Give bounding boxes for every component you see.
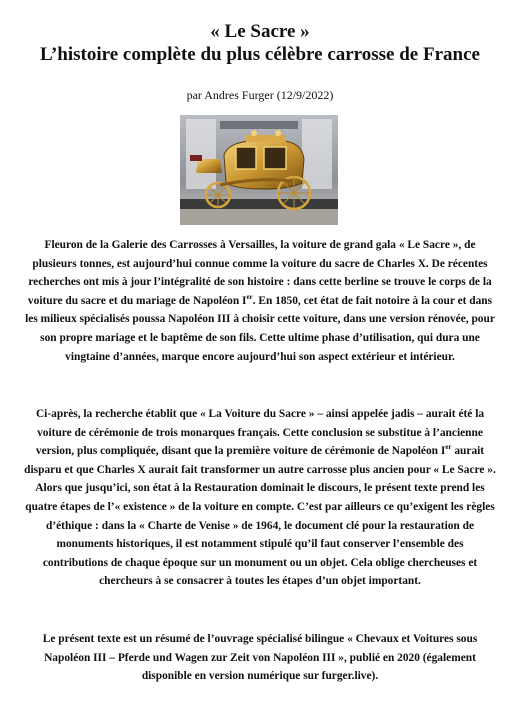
superscript-er: er (246, 292, 253, 301)
superscript-er: er (445, 443, 452, 452)
paragraph-intro-text-a: Fleuron de la Galerie des Carrosses à Versailles, la voiture de grand gala « Le Sacre », de plusieurs tonnes, est aujourd’hui connue comme la voiture du sacre de Charles X. De récentes recherches ont mis à jour l’intégralité de son histoire : dans cette berline se trouve le corps de la voiture du sacre et du mariage de Napoléon I (27, 239, 492, 307)
author-byline: par Andres Furger (12/9/2022) (186, 88, 334, 102)
paragraph-research-text-a: Ci-après, la recherche établit que « La Voiture du Sacre » – ainsi appelée jadis – aurait été la voiture de cérémonie de trois monarques français. Cette conclusion se substitue à l’ancienne version, plus compliquée, disant que la première voiture de cérémonie de Napoléon I (35, 408, 485, 458)
paragraph-research-text-b: aurait disparu et que Charles X aurait fait transformer un autre carrosse plus ancien pour « Le Sacre ». Alors que jusqu’ici, son état à la Restauration dominait le discours, le présent texte prend les quatre étapes de l’« existence » de la voiture en compte. C’est par ailleurs ce qu’exigent les règles d’éthique : dans la « Charte de Venise » de 1964, le document clé pour la restauration de monuments historiques, il est notamment stipulé qu’il faut conserver l’ensemble des contributions de chaque époque sur un monument ou un objet. Cela oblige chercheuses et chercheurs à se consacrer à toutes les étapes d’un objet important. (24, 445, 496, 588)
carriage-photo (180, 115, 338, 225)
title-line-2: L’histoire complète du plus célèbre carrosse de France (40, 44, 480, 65)
carriage-illustration (180, 115, 338, 225)
paragraph-intro-text-b: . En 1850, cet état de fait notoire à la cour et dans les milieux spécialisés poussa Napoléon III à choisir cette voiture, dans une version rénovée, pour son propre mariage et le baptême de son fils. Cette ultime phase d’utilisation, qui dura une vingtaine d’années, marque encore aujourd’hui son aspect extérieur et intérieur. (25, 294, 495, 363)
paragraph-research (24, 405, 496, 591)
paragraph-intro (24, 236, 496, 366)
title-line-1: « Le Sacre » (210, 21, 310, 42)
paragraph-summary: Le présent texte est un résumé de l’ouvrage spécialisé bilingue « Chevaux et Voitures sous Napoléon III – Pferde und Wagen zur Zeit von Napoléon III », publié en 2020 (également disponible en version numérique sur furger.live). (42, 633, 478, 683)
document-title (0, 20, 520, 66)
